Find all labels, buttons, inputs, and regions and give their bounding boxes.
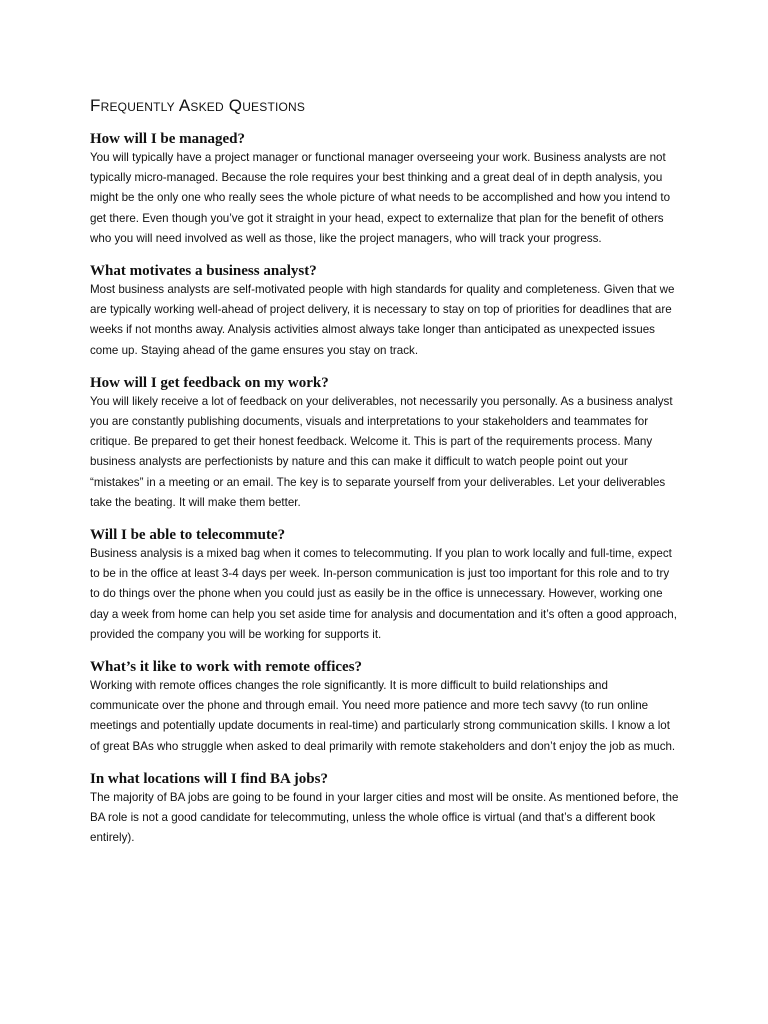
- faq-question: What motivates a business analyst?: [90, 263, 317, 280]
- faq-answer: Most business analysts are self-motivated people with high standards for quality and completeness. Given that we are typically working well-ahead of project delivery, it is necessary to stay on top of priorities for deadlines that are weeks if not months away. Analysis activities almost always take longer than anticipated as unexpected issues come up. Staying ahead of the game ensures you stay on track.: [90, 283, 675, 357]
- faq-answer: Working with remote offices changes the role significantly. It is more difficult to build relationships and communicate over the phone and through email. You need more patience and more tech savvy (to run online meetings and potentially update documents in real-time) and particularly strong communication skills. I know a lot of great BAs who struggle when asked to deal primarily with remote stakeholders and don’t enjoy the job as much.: [90, 679, 676, 753]
- faq-answer: The majority of BA jobs are going to be found in your larger cities and most will be onsite. As mentioned before, the BA role is not a good candidate for telecommuting, unless the whole office is virtual (and that’s a different book entirely).: [90, 790, 679, 845]
- faq-item: [90, 770, 680, 849]
- faq-answer: Business analysis is a mixed bag when it comes to telecommuting. If you plan to work locally and full-time, expect to be in the office at least 3-4 days per week. In-person communication is just too important for this role and to try to do things over the phone when you could just as easily be in the office is unnecessary. However, working one day a week from home can help you set aside time for analysis and documentation and it’s often a good approach, provided the company you will be working for supports it.: [90, 547, 677, 641]
- faq-question: How will I get feedback on my work?: [90, 374, 329, 391]
- faq-answer: You will typically have a project manager or functional manager overseeing your work. Business analysts are not typically micro-managed. Because the role requires your best thinking and a great deal of in depth analysis, you might be the only one who really sees the whole picture of what needs to be accomplished and how you intend to get there. Even though you’ve got it straight in your head, expect to externalize that plan for the benefit of others who you will need involved as well as those, like the project managers, who will track your progress.: [90, 151, 671, 245]
- document-title: Frequently Asked Questions: [90, 96, 306, 115]
- faq-question: In what locations will I find BA jobs?: [90, 770, 328, 787]
- faq-question: How will I be managed?: [90, 131, 246, 147]
- faq-item: [90, 526, 680, 645]
- faq-item: [90, 658, 680, 757]
- faq-question: Will I be able to telecommute?: [90, 527, 286, 544]
- document-page: [90, 96, 680, 861]
- faq-item: [90, 262, 680, 361]
- faq-item: [90, 374, 680, 513]
- faq-question: What’s it like to work with remote offices?: [90, 659, 363, 676]
- faq-answer: You will likely receive a lot of feedback on your deliverables, not necessarily you personally. As a business analyst you are constantly publishing documents, visuals and interpretations to your stakeholders and teammates for critique. Be prepared to get their honest feedback. Welcome it. This is part of the requirements process. Many business analysts are perfectionists by nature and this can make it difficult to watch people point out your “mistakes” in a meeting or an email. The key is to separate yourself from your deliverables. Let your deliverables take the beating. It will make them better.: [90, 394, 673, 509]
- faq-item: [90, 130, 680, 249]
